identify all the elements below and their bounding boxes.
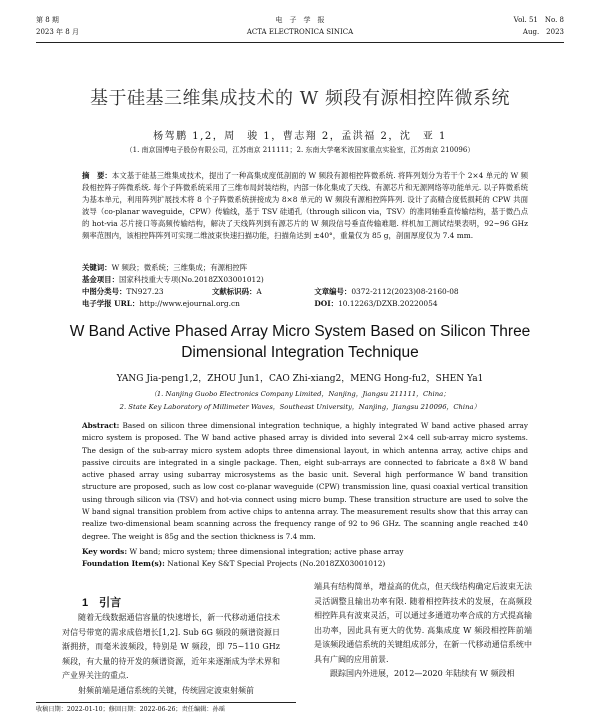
- authors-cn: 杨驾鹏 1,2，周 骏 1，曹志翔 2，孟洪福 2，沈 亚 1: [153, 131, 447, 142]
- abstract-cn-label: 摘 要：: [82, 171, 112, 180]
- header-right: [514, 14, 564, 38]
- body-right-para-2: 跟踪国内外进展，2012—2020 年陆续有 W 频段相: [314, 669, 515, 678]
- issue-cn: 第 8 期: [36, 16, 59, 24]
- affiliation-en-1: （1. Nanjing Guobo Electronics Company Limited，Nanjing，Jiangsu 211111，China；: [150, 390, 450, 398]
- abstract-cn: [82, 170, 528, 242]
- article-no-label: 文章编号：: [314, 287, 352, 296]
- clc-value: TN927.23: [126, 287, 164, 296]
- authors-en: YANG Jia-peng1,2，ZHOU Jun1，CAO Zhi-xiang2，MENG Hong-fu2，SHEN Ya1: [116, 374, 484, 384]
- date-en: Aug. 2023: [522, 28, 564, 36]
- keywords-cn-label: 关键词：: [82, 263, 112, 272]
- doi-label: DOI：: [314, 299, 339, 308]
- volume: Vol. 51 No. 8: [513, 16, 564, 24]
- keywords-en-value: W band; micro system; three dimensional integration; active phase array: [129, 547, 404, 556]
- journal-name-cn: 电 子 学 报: [275, 16, 325, 24]
- abstract-cn-text: 本文基于硅基三维集成技术，提出了一种高集成度低剖面的 W 频段有源相控阵微系统. 将阵列划分为若干个 2×4 单元的 W 频段相控阵子阵微系统. 每个子阵微系统采用了三维布局封装结构，内部一体化集成了天线、有源芯片和无源网络等功能单元. 以子阵微系统为基本单元，利用阵列扩展技术将 8 个子阵微系统拼接成为 8×8 单元的 W 频段有源相控阵阵列. 设计了高精合度低损耗的 CPW 共面波导（co-planar waveguide，CPW）传输线，基于 TSV 硅通孔（through silicon via，TSV）的准同轴垂直传输结构，基于微凸点的 hot-via 芯片接口等高频传输结构，解决了天线阵列到有源芯片的 W 频段信号垂直传输难题. 样机加工测试结果表明，92~96 GHz 频率范围内，该相控阵阵列可实现二维波束快速扫描功能，扫描角达到 ±40°，重量仅为 85 g，剖面厚度仅为 7.4 mm.: [82, 171, 528, 240]
- doc-label: 文献标识码：: [212, 287, 257, 296]
- body-left-para-2: 射频前端是通信系统的关键，传统固定波束射频前: [62, 685, 254, 695]
- header-divider: [36, 42, 564, 43]
- keywords-en: [82, 546, 404, 558]
- meta-row-1: [82, 286, 528, 298]
- abstract-en-text: Based on silicon three dimensional integration technique, a highly integrated W band active phased array micro system is proposed. The W band active phased array is divided into several 2×4 cell sub-array micro systems. The design of the sub-array micro system adopts three dimensional layout, in which antenna array, active chips and passive circuits are integrated in a single package. Then, eight sub-arrays are connected to fabricate a 8×8 W band active phased array using subarray microsystems as the basic unit. Several high performance W band transition structure are proposed, such as low cost co-planar waveguide (CPW) transmission line, quasi coaxial vertical transition using through silicon via (TSV) and hot-via connect using micro bump. These transition structure are used to solve the W band signal transition problem from active chips to antenna array. The measurement results show that this array can realize two-dimensional beam scanning across the frequency range of 92 to 96 GHz. The scanning angle reached ±40 degree. The weight is 85g and the section thickness is 7.4 mm.: [82, 421, 528, 541]
- clc-label: 中图分类号：: [82, 287, 127, 296]
- title-cn: 基于硅基三维集成技术的 W 频段有源相控阵微系统: [90, 88, 510, 109]
- affiliation-cn: （1. 南京国博电子股份有限公司，江苏南京 211111；2. 东南大学毫米波国家重点实验室，江苏南京 210096）: [125, 146, 475, 154]
- fund-cn-value: 国家科技重大专项(No.2018ZX03001012): [118, 275, 264, 284]
- fund-en: [82, 558, 385, 570]
- keywords-en-label: Key words:: [82, 547, 128, 556]
- header-center: [36, 14, 564, 38]
- footnote: 收稿日期：2022-01-10；修回日期：2022-06-26；责任编辑：孙瑶: [36, 706, 225, 713]
- url-link[interactable]: http://www.ejournal.org.cn: [139, 299, 240, 308]
- running-header: [36, 14, 564, 42]
- fund-en-value: National Key S&T Special Projects (No.2018ZX03001012): [167, 559, 386, 568]
- keywords-cn-value: W 频段；微系统；三维集成；有源相控阵: [111, 263, 248, 272]
- doc-value: A: [256, 287, 262, 296]
- fund-cn-label: 基金项目：: [82, 275, 119, 284]
- url-label: 电子学报 URL：: [82, 299, 140, 308]
- doi-link[interactable]: 10.12263/DZXB.20220054: [338, 299, 438, 308]
- fund-cn: [82, 274, 264, 286]
- journal-name-en: ACTA ELECTRONICA SINICA: [246, 28, 354, 36]
- footnote-divider: [36, 702, 296, 703]
- title-en: W Band Active Phased Array Micro System Based on Silicon Three Dimensional Integration Technique: [69, 323, 531, 361]
- keywords-cn: [82, 262, 247, 274]
- section-1-heading: 1 引言: [82, 597, 122, 609]
- article-no-value: 0372-2112(2023)08-2160-08: [351, 287, 459, 296]
- date-cn: 2023 年 8 月: [36, 28, 79, 36]
- body-right-para-1: 端具有结构简单，增益高的优点，但天线结构确定后波束无法灵活调整且输出功率有限. 随着相控阵技术的发展，在高频段相控阵具有波束灵活，可以通过多通道功率合成的方式提高输出功率，因此具有更大的优势. 高集成度 W 频段相控阵前端是该频段通信系统的关键组成部分，在新一代移动通信系统中具有广阔的应用前景.: [314, 582, 532, 664]
- affiliation-en-2: 2. State Key Laboratory of Millimeter Waves，Southeast University，Nanjing，Jiangsu 210096，China）: [119, 403, 481, 411]
- body-column-left: [62, 611, 280, 698]
- meta-row-2: [82, 298, 528, 310]
- body-column-right: [314, 580, 532, 682]
- abstract-en-label: Abstract:: [82, 421, 120, 430]
- body-left-para-1: 随着无线数据通信容量的快速增长，新一代移动通信技术对信号带宽的需求成倍增长[1,2]. Sub 6G 频段的频谱资源日渐拥挤，而毫米波频段，特别是 W 频段，即 75~110 GHz 频段，有大量的待开发的频谱资源，近年来逐渐成为学术界和产业界关注的重点.: [62, 613, 280, 680]
- abstract-en: [82, 420, 528, 543]
- fund-en-label: Foundation Item(s):: [82, 559, 165, 568]
